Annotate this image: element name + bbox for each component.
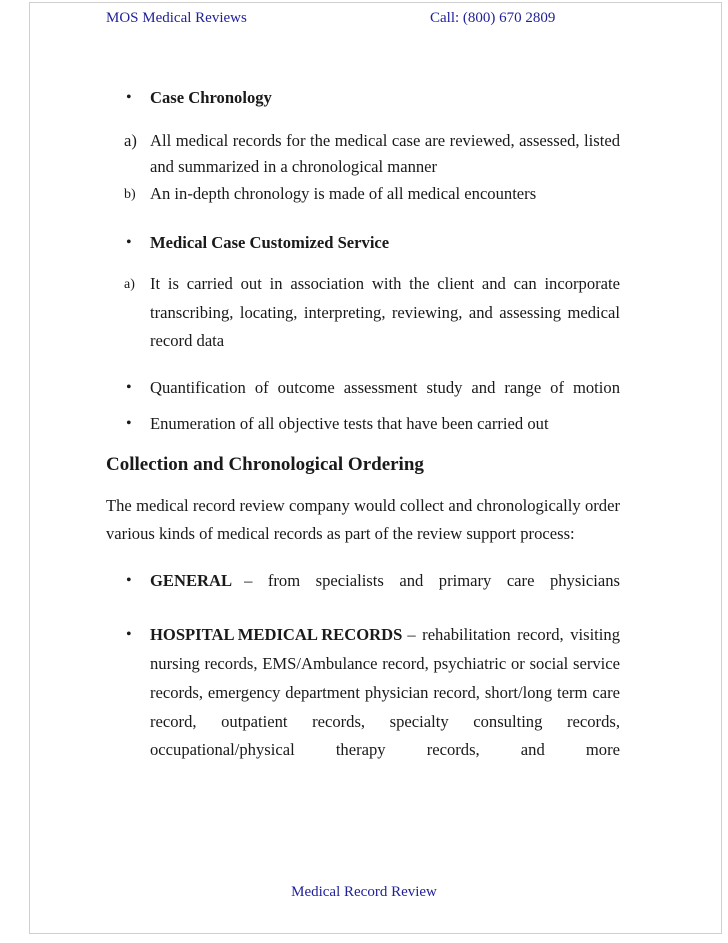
bullet-icon: • <box>126 379 132 396</box>
header-company: MOS Medical Reviews <box>106 10 247 26</box>
customized-service-item-a-line1: It is carried out in association with the client and can incorporate <box>150 274 620 293</box>
hospital-item-line5: occupational/physical therapy records, and more <box>150 740 620 759</box>
customized-service-item-a-line3: record data <box>150 331 225 350</box>
header-phone: Call: (800) 670 2809 <box>430 10 556 26</box>
section-heading: Collection and Chronological Ordering <box>106 454 424 475</box>
hospital-label: HOSPITAL MEDICAL RECORDS <box>150 625 403 644</box>
bullet-icon: • <box>126 234 132 251</box>
hospital-item-line4: record, outpatient records, specialty consulting records, <box>150 712 620 731</box>
general-label: GENERAL <box>150 571 233 590</box>
bullet-item: Quantification of outcome assessment study and range of motion <box>150 378 620 397</box>
hospital-item-line3: records, emergency department physician record, short/long term care <box>150 683 620 702</box>
hospital-item-line1 <box>150 625 620 645</box>
general-text: – from specialists and primary care physicians <box>244 571 620 590</box>
case-chronology-item-b: An in-depth chronology is made of all medical encounters <box>150 184 537 203</box>
collection-paragraph-line2: various kinds of medical records as part of the review support process: <box>106 524 575 543</box>
bullet-icon: • <box>126 626 132 643</box>
footer-title: Medical Record Review <box>291 884 437 900</box>
bullet-item: Enumeration of all objective tests that have been carried out <box>150 414 549 433</box>
customized-service-title: Medical Case Customized Service <box>150 233 390 252</box>
list-marker: a) <box>124 131 137 150</box>
bullet-icon: • <box>126 415 132 432</box>
bullet-icon: • <box>126 572 132 589</box>
general-item <box>150 571 620 591</box>
list-marker: b) <box>124 187 136 202</box>
bullet-icon: • <box>126 89 132 106</box>
case-chronology-item-a-line1: All medical records for the medical case are reviewed, assessed, listed <box>150 131 620 150</box>
hospital-item-line2: nursing records, EMS/Ambulance record, psychiatric or social service <box>150 654 620 673</box>
list-marker: a) <box>124 277 135 292</box>
case-chronology-title: Case Chronology <box>150 88 272 107</box>
collection-paragraph-line1: The medical record review company would collect and chronologically order <box>106 496 620 515</box>
hospital-line1-text: – rehabilitation record, visiting <box>407 625 620 644</box>
case-chronology-item-a-line2: and summarized in a chronological manner <box>150 157 438 176</box>
customized-service-item-a-line2: transcribing, locating, interpreting, reviewing, and assessing medical <box>150 303 620 322</box>
